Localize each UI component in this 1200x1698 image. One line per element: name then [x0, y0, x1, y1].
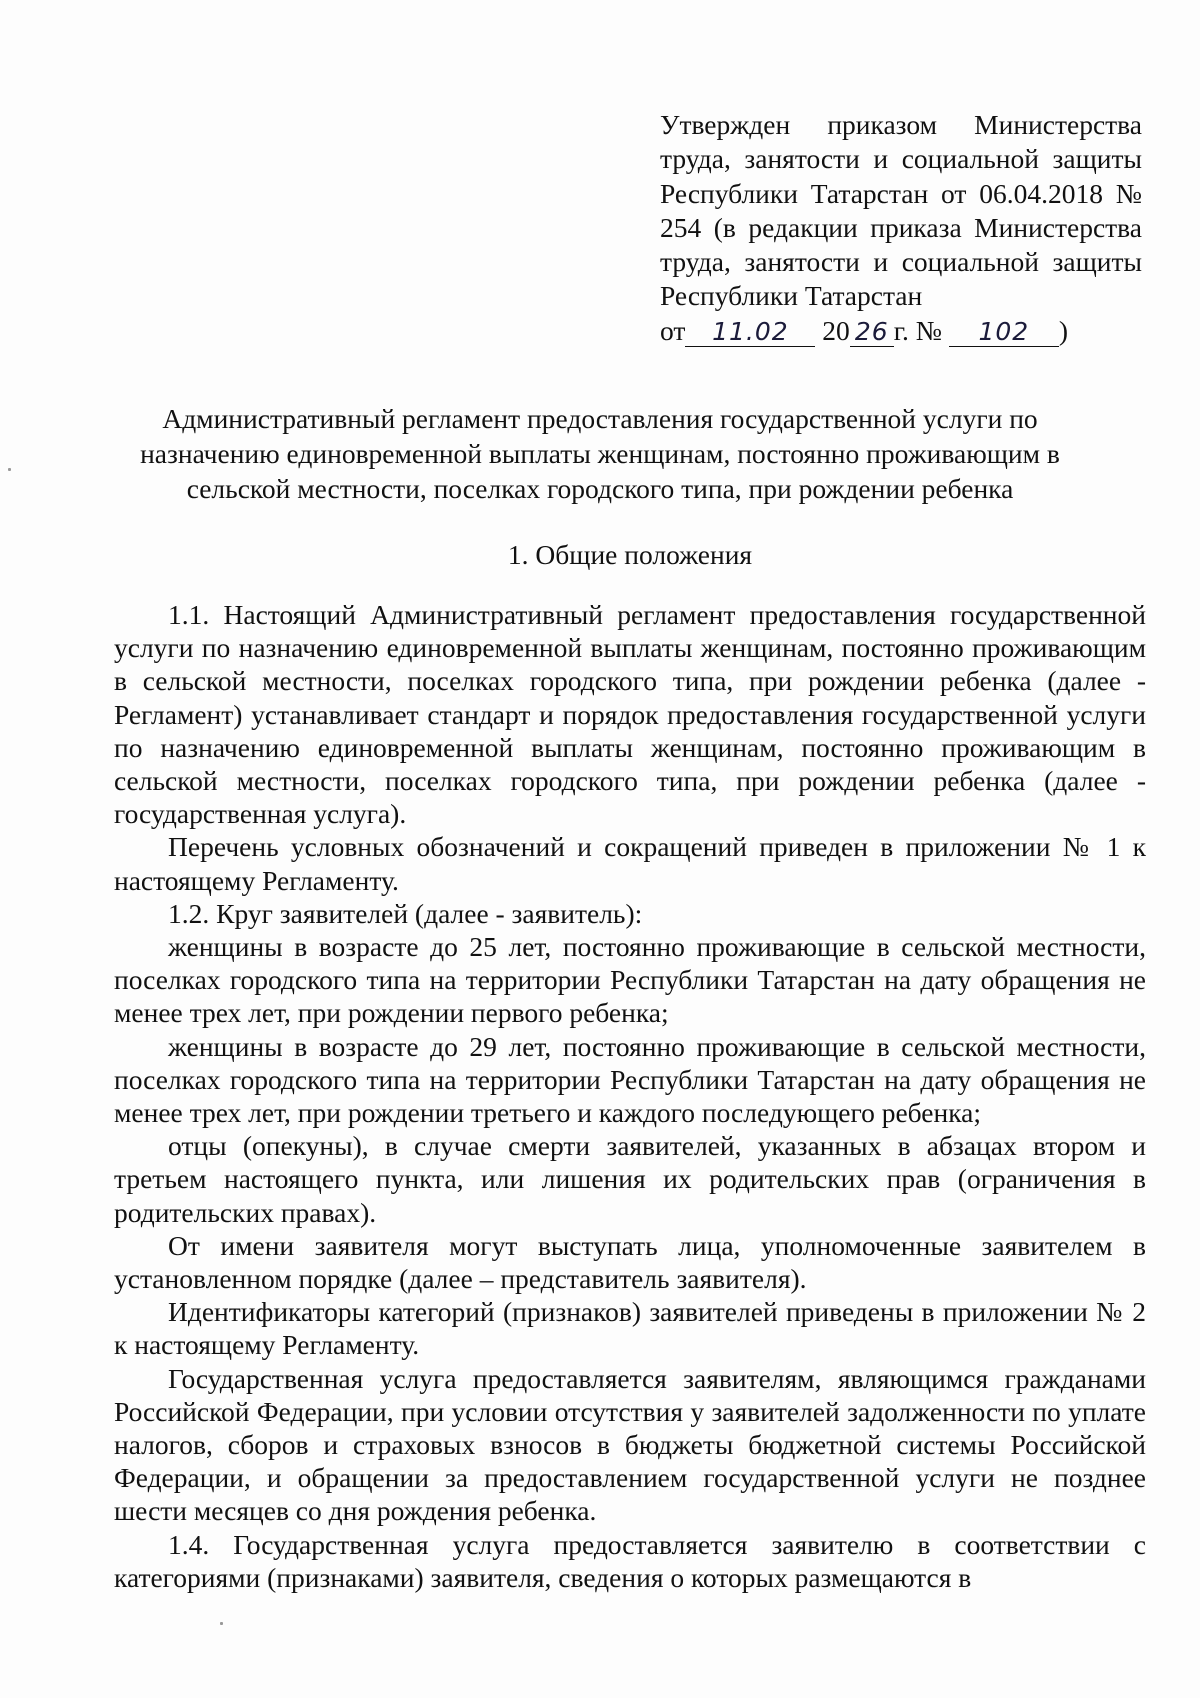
approval-line: 254 (в редакции приказа Министерства	[660, 211, 1142, 243]
title-line: Административный регламент предоставления государственной услуги по	[162, 403, 1038, 434]
scan-speck	[220, 1622, 223, 1625]
approval-line: Утвержден приказом Министерства	[660, 109, 1142, 140]
handwritten-order-number: 102	[949, 318, 1059, 347]
handwritten-date: 11.02	[685, 318, 815, 347]
paragraph: Государственная услуга предоставляется заявителям, являющимся гражданами Российской Федерации, при условии отсутствия у заявителей задолженности по уплате налогов, сборов и страховых взносов в бюджеты бюджетной системы Российской Федерации, и обращении за предоставлением государственной услуги не позднее шести месяцев со дня рождения ребенка.	[114, 1362, 1146, 1527]
approval-line: Республики Татарстан	[660, 280, 923, 312]
paragraph: 1.1. Настоящий Административный регламент предоставления государственной услуги по назначению единовременной выплаты женщинам, постоянно проживающим в сельской местности, поселках городского типа, при рождении ребенка (далее - Регламент) устанавливает стандарт и порядок предоставления государственной услуги по назначению единовременной выплаты женщинам, постоянно проживающим в сельской местности, поселках городского типа, при рождении ребенка (далее - государственная услуга).	[114, 599, 1146, 830]
approval-line: труда, занятости и социальной защиты	[660, 143, 1142, 175]
year-prefix: 20	[822, 314, 850, 346]
title-line: назначению единовременной выплаты женщинам, постоянно проживающим в	[140, 437, 1060, 469]
approval-stamp-block	[660, 108, 1142, 348]
paragraph: 1.4. Государственная услуга предоставляется заявителю в соответствии с категориями (признаками) заявителя, сведения о которых размещаются в	[114, 1528, 1146, 1593]
closing-paren: )	[1058, 314, 1068, 346]
paragraph: женщины в возрасте до 25 лет, постоянно проживающие в сельской местности, поселках городского типа на территории Республики Татарстан на дату обращения не менее трех лет, при рождении первого ребенка;	[114, 931, 1146, 1029]
approval-line: труда, занятости и социальной защиты	[660, 246, 1142, 278]
paragraph: 1.2. Круг заявителей (далее - заявитель):	[168, 897, 643, 929]
scan-speck	[8, 468, 11, 471]
title-line: сельской местности, поселках городского типа, при рождении ребенка	[186, 472, 1014, 504]
section-heading: 1. Общие положения	[507, 539, 753, 570]
body-text	[114, 598, 1146, 1594]
year-number-mark: г. №	[893, 314, 942, 346]
paragraph: женщины в возрасте до 29 лет, постоянно проживающие в сельской местности, поселках городского типа на территории Республики Татарстан на дату обращения не менее трех лет, при рождении третьего и каждого последующего ребенка;	[114, 1030, 1146, 1129]
handwritten-year: 26	[850, 318, 894, 347]
paragraph: Идентификаторы категорий (признаков) заявителей приведены в приложении № 2 к настоящему Регламенту.	[114, 1296, 1146, 1361]
paragraph: отцы (опекуны), в случае смерти заявителей, указанных в абзацах втором и третьем настоящего пункта, или лишения их родительских прав (ограничения в родительских правах).	[114, 1130, 1146, 1228]
date-prefix: от	[660, 314, 686, 346]
approval-date-line	[660, 314, 1142, 348]
paragraph: Перечень условных обозначений и сокращений приведен в приложении № 1 к настоящему Регламенту.	[114, 831, 1146, 896]
approval-line: Республики Татарстан от 06.04.2018 №	[660, 177, 1142, 209]
paragraph: От имени заявителя могут выступать лица, уполномоченные заявителем в установленном порядке (далее – представитель заявителя).	[114, 1229, 1146, 1295]
document-title	[140, 402, 1060, 506]
